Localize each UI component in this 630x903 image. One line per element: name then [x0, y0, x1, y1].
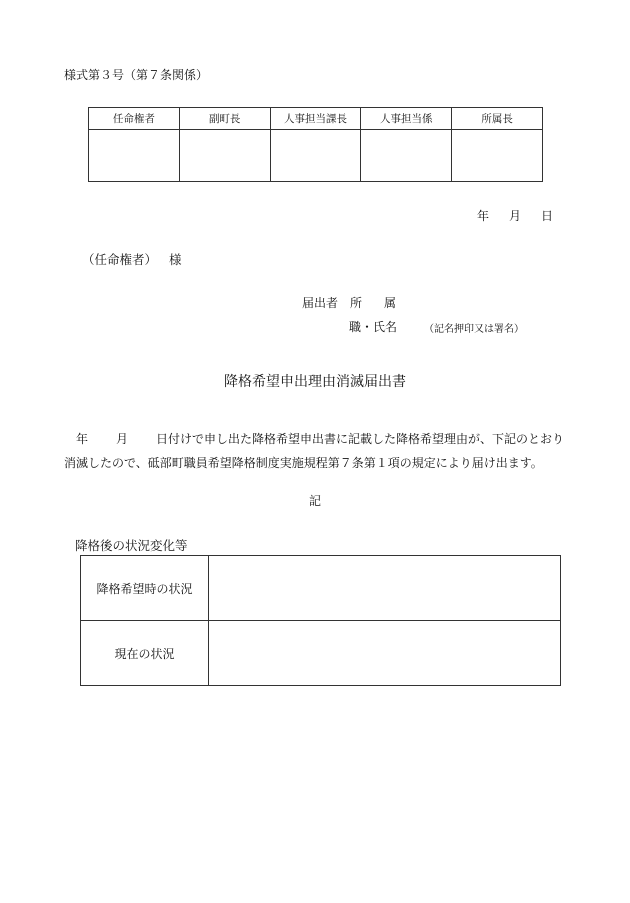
- approval-header-deputy-mayor: 副町長: [179, 108, 270, 130]
- date-year: 年: [476, 209, 489, 223]
- approval-header-hr-section-chief: 人事担当課長: [270, 108, 361, 130]
- date-month: 月: [508, 209, 521, 223]
- addressee-honorific: 様: [169, 252, 182, 267]
- table-row: [81, 556, 561, 621]
- form-number: 様式第３号（第７条関係）: [64, 68, 209, 82]
- addressee-name: （任命権者）: [82, 252, 158, 267]
- body-year: 年: [76, 432, 89, 446]
- addressee: [82, 250, 182, 268]
- approval-stamp-cell: [270, 130, 361, 182]
- ki-heading: 記: [308, 494, 321, 508]
- table-row: [81, 621, 561, 686]
- seal-note: （記名押印又は署名）: [424, 324, 524, 335]
- approval-stamp-cell: [452, 130, 543, 182]
- approval-stamp-cell: [89, 130, 180, 182]
- date-line: [477, 207, 553, 224]
- body-text: 日付けで申し出た降格希望申出書に記載した降格希望理由が、下記のとおり消滅したので、砥部町職員希望降格制度実施規程第７条第１項の規定により届け出ます。: [64, 432, 565, 470]
- approval-header-hr-staff: 人事担当係: [361, 108, 452, 130]
- status-label-before: 降格希望時の状況: [81, 556, 209, 621]
- status-table: [80, 555, 561, 686]
- department-label: 所属: [350, 296, 419, 310]
- approval-header-appointer: 任命権者: [89, 108, 180, 130]
- body-paragraph: [64, 427, 574, 475]
- status-value-current: [209, 621, 561, 686]
- name-label: 職・氏名: [349, 320, 398, 334]
- submitter-label: 届出者: [302, 296, 339, 310]
- approval-stamp-cell: [361, 130, 452, 182]
- body-month: 月: [116, 432, 129, 446]
- status-value-before: [209, 556, 561, 621]
- approval-header-department-head: 所属長: [452, 108, 543, 130]
- approval-stamp-table: [88, 107, 543, 182]
- submitter-line: [302, 294, 418, 311]
- status-label-current: 現在の状況: [81, 621, 209, 686]
- section-label: 降格後の状況変化等: [75, 538, 188, 553]
- page-title: 降格希望申出理由消滅届出書: [224, 374, 406, 390]
- date-day: 日: [540, 209, 553, 223]
- approval-stamp-cell: [179, 130, 270, 182]
